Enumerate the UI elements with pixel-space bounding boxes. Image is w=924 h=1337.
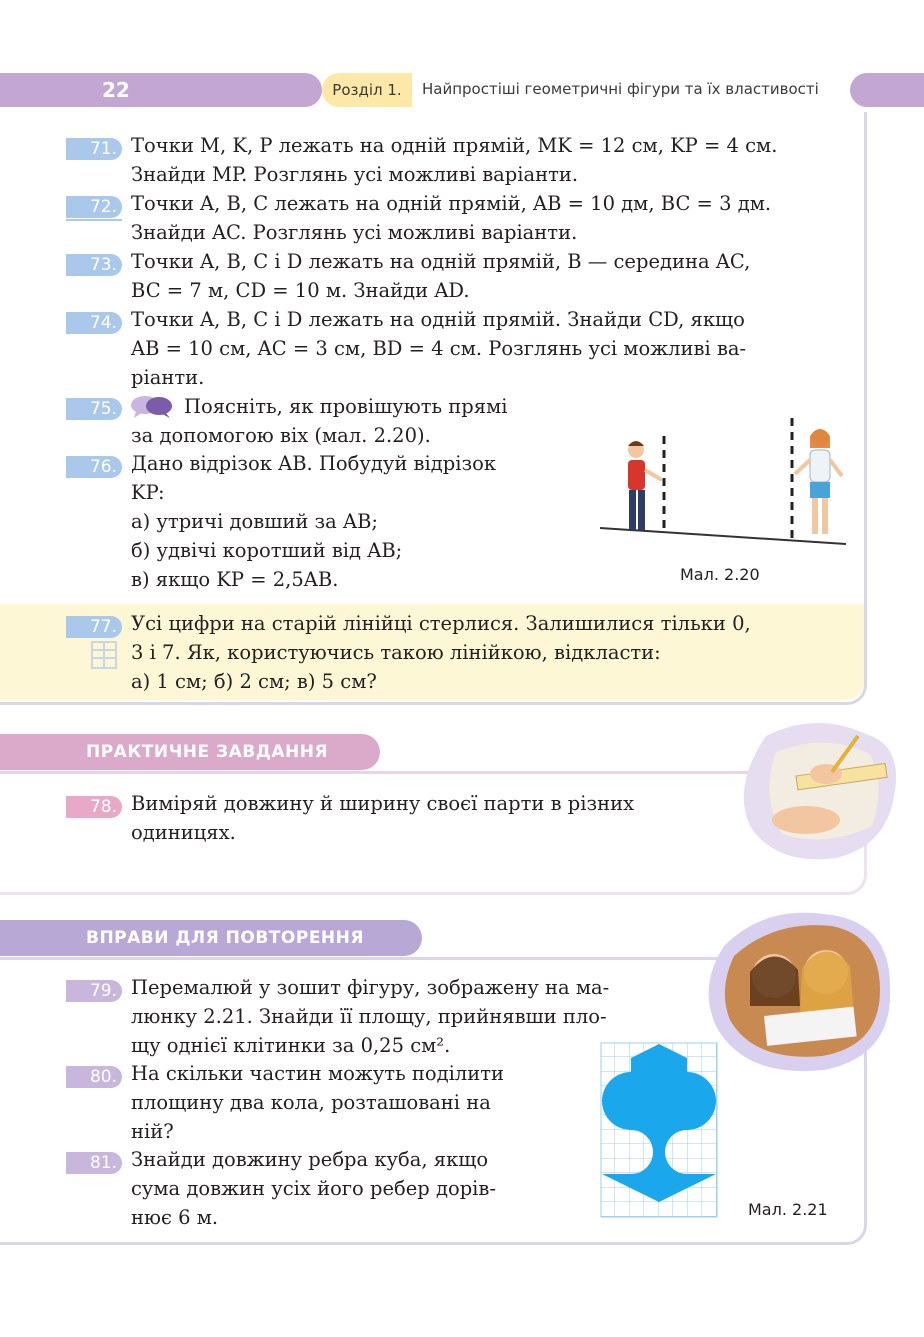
difficulty-marker-icon xyxy=(90,640,118,670)
exercise-line: а) утричі довший за AB; xyxy=(131,510,378,533)
exercise-line: 3 і 7. Як, користуючись такою лінійкою, відкласти: xyxy=(131,641,661,664)
exercise-number: 80. xyxy=(66,1066,122,1088)
exercise-number: 72. xyxy=(66,196,122,218)
difficulty-underline xyxy=(66,219,122,221)
exercise-number: 81. xyxy=(66,1152,122,1174)
section-divider xyxy=(0,957,720,960)
exercise-line: Перемалюй у зошит фігуру, зображену на ма- xyxy=(131,976,610,999)
exercise-line: На скільки частин можуть поділити xyxy=(131,1062,505,1085)
page-number: 22 xyxy=(102,78,130,102)
exercise-number: 78. xyxy=(66,796,122,818)
exercise-line: AB = 10 см, AC = 3 см, BD = 4 см. Розглянь усі можливі ва- xyxy=(131,337,747,360)
exercise-line: б) удвічі коротший від AB; xyxy=(131,539,403,562)
exercise-line: за допомогою віх (мал. 2.20). xyxy=(131,424,431,447)
exercise-line: одиницях. xyxy=(131,821,236,844)
exercise-line: ріанти. xyxy=(131,366,205,389)
header-right-band xyxy=(850,73,924,107)
exercise-line: Дано відрізок AB. Побудуй відрізок xyxy=(131,452,497,475)
figure-caption: Мал. 2.20 xyxy=(680,565,760,584)
chapter-title: Найпростіші геометричні фігури та їх властивості xyxy=(422,80,819,98)
exercise-line: Точки M, K, P лежать на одній прямій, MK = 12 см, KP = 4 см. xyxy=(131,134,778,157)
exercise-number: 71. xyxy=(66,138,122,160)
exercise-line: Знайди AC. Розглянь усі можливі варіанти. xyxy=(131,221,578,244)
exercise-line: щу однієї клітинки за 0,25 см². xyxy=(131,1034,451,1057)
speech-bubbles-icon xyxy=(130,394,174,420)
exercise-line: Виміряй довжину й ширину своєї парти в різних xyxy=(131,792,635,815)
photo-ruler-hands xyxy=(736,716,904,864)
exercise-line: Точки A, B, C і D лежать на одній прямій, B — середина AC, xyxy=(131,250,751,273)
figure-caption: Мал. 2.21 xyxy=(748,1200,828,1219)
exercise-number: 75. xyxy=(66,398,122,420)
exercise-line: сума довжин усіх його ребер дорів- xyxy=(131,1177,496,1200)
section-divider xyxy=(0,771,760,774)
exercise-line: Точки A, B, C і D лежать на одній прямій. Знайди CD, якщо xyxy=(131,308,745,331)
exercise-line: Поясніть, як провішують прямі xyxy=(184,395,508,418)
photo-girls-reading xyxy=(704,906,896,1076)
exercise-line: люнку 2.21. Знайди її площу, прийнявши пло- xyxy=(131,1005,607,1028)
exercise-number: 73. xyxy=(66,254,122,276)
section-title-practical: ПРАКТИЧНЕ ЗАВДАННЯ xyxy=(0,734,380,770)
exercise-line: в) якщо KP = 2,5AB. xyxy=(131,568,339,591)
exercise-number: 77. xyxy=(66,616,122,638)
exercise-line: а) 1 см; б) 2 см; в) 5 см? xyxy=(131,670,377,693)
exercise-line: Точки A, B, C лежать на одній прямій, AB = 10 дм, BC = 3 дм. xyxy=(131,192,772,215)
figure-2-21-grid-shape xyxy=(600,1042,720,1218)
figure-2-20-illustration xyxy=(598,414,850,564)
section-title-review: ВПРАВИ ДЛЯ ПОВТОРЕННЯ xyxy=(0,920,422,956)
exercise-line: Знайди довжину ребра куба, якщо xyxy=(131,1148,489,1171)
exercise-number: 79. xyxy=(66,980,122,1002)
exercise-line: Знайди MP. Розглянь усі можливі варіанти. xyxy=(131,163,579,186)
exercise-line: нює 6 м. xyxy=(131,1206,219,1229)
exercise-line: Усі цифри на старій лінійці стерлися. Залишилися тільки 0, xyxy=(131,612,751,635)
exercise-number: 74. xyxy=(66,312,122,334)
exercise-line: ній? xyxy=(131,1120,174,1143)
header-page-band xyxy=(0,73,322,107)
exercise-line: BC = 7 м, CD = 10 м. Знайди AD. xyxy=(131,279,470,302)
exercise-line: площину два кола, розташовані на xyxy=(131,1091,491,1114)
exercise-line: KP: xyxy=(131,481,165,504)
chapter-label: Розділ 1. xyxy=(322,73,412,107)
exercise-number: 76. xyxy=(66,456,122,478)
